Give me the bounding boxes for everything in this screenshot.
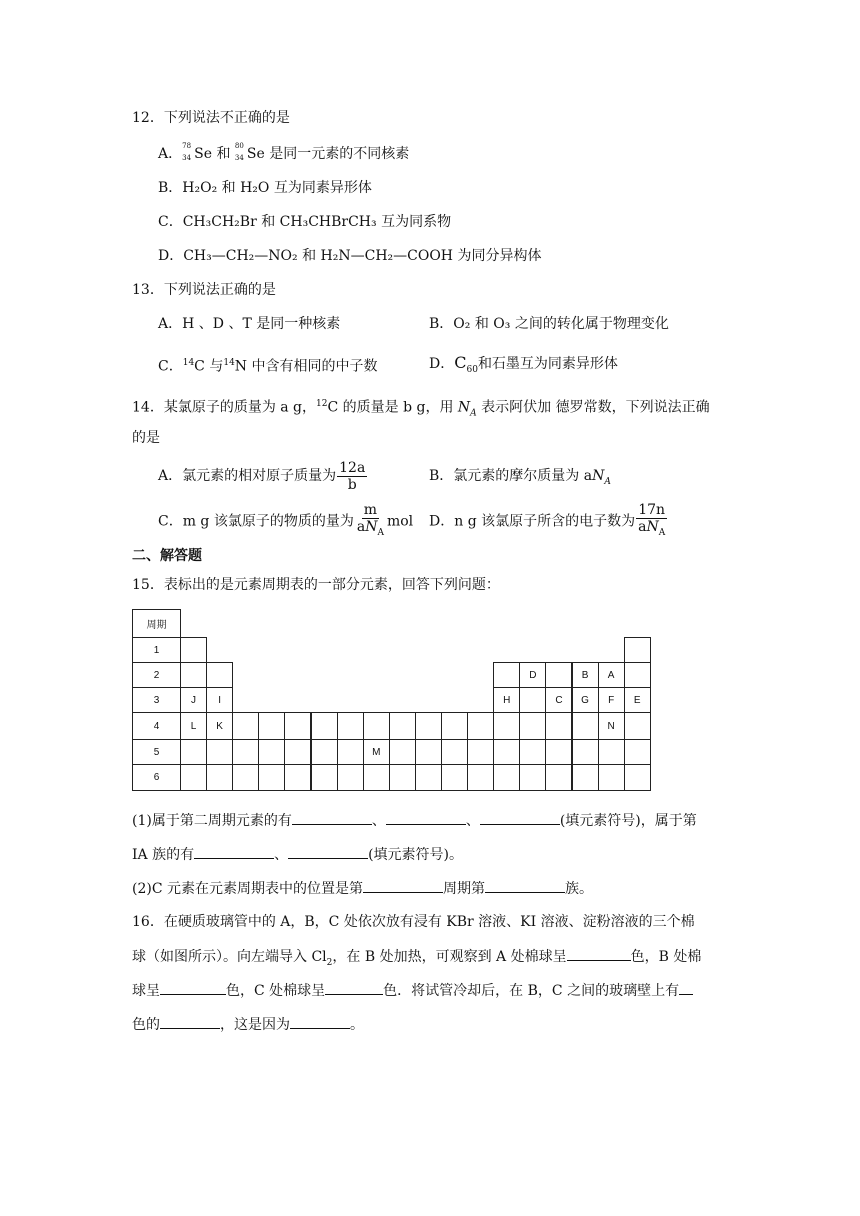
periodic-table — [132, 609, 652, 791]
avogadro-symbol: N — [365, 519, 378, 535]
table-cell — [206, 662, 233, 688]
table-cell — [389, 739, 416, 765]
table-cell — [493, 739, 520, 765]
table-cell — [624, 764, 651, 791]
table-cell — [545, 739, 572, 765]
subscript: A — [377, 527, 384, 538]
subscript: 2 — [326, 957, 333, 968]
period-label: 6 — [132, 764, 181, 791]
part-text: (填元素符号)。 — [368, 847, 464, 863]
element-cell-B: B — [572, 662, 599, 688]
stem-text: 色，B 处棉 — [630, 949, 702, 965]
table-cell — [337, 739, 364, 765]
element-symbol: Se — [246, 146, 265, 162]
element-symbol: Se — [194, 146, 213, 162]
period-label: 1 — [132, 637, 181, 663]
fraction — [337, 460, 367, 493]
answer-blank[interactable] — [292, 810, 372, 825]
option-text: 是同一元素的不同核素 — [269, 146, 410, 162]
q12-option-d: D．CH₃—CH₂—NO₂ 和 H₂N—CH₂—COOH 为同分异构体 — [158, 248, 542, 264]
element-cell-D: D — [519, 662, 546, 688]
table-cell — [598, 739, 625, 765]
table-cell — [441, 764, 468, 791]
part-text: (填元素符号)，属于第 — [559, 813, 697, 829]
table-cell — [624, 662, 651, 688]
element-cell-E: E — [624, 687, 651, 713]
table-cell — [519, 712, 546, 740]
table-cell — [180, 739, 207, 765]
q12-stem: 12．下列说法不正确的是 — [132, 110, 290, 126]
table-cell — [363, 712, 390, 740]
stem-text: 色的 — [132, 1017, 160, 1033]
table-cell — [624, 637, 651, 663]
table-cell — [545, 764, 572, 791]
answer-blank[interactable] — [160, 1014, 220, 1029]
mass-number: 80 — [234, 142, 244, 150]
subscript: A — [658, 527, 666, 538]
q12-option-b: B．H₂O₂ 和 H₂O 互为同素异形体 — [158, 180, 372, 196]
option-text: N 中含有相同的中子数 — [234, 358, 378, 375]
atomic-number: 34 — [182, 154, 192, 162]
answer-blank[interactable] — [288, 844, 368, 859]
period-label: 4 — [132, 712, 181, 740]
q14-option-b — [429, 466, 611, 492]
table-cell — [180, 662, 207, 688]
isotope-se78 — [182, 142, 194, 163]
unit: mol — [386, 513, 414, 530]
separator: 、 — [274, 847, 289, 863]
table-cell — [519, 739, 546, 765]
answer-blank[interactable] — [567, 946, 631, 961]
option-prefix: C． — [158, 358, 183, 375]
stem-text: C 的质量是 b g，用 — [327, 399, 458, 416]
table-cell — [311, 712, 338, 740]
table-cell — [519, 687, 546, 713]
table-header: 周期 — [132, 609, 181, 638]
answer-blank[interactable] — [679, 980, 693, 995]
q14-option-a — [158, 458, 368, 494]
part-text: (1)属于第二周期元素的有 — [132, 813, 292, 829]
denominator: b — [347, 476, 357, 493]
isotope-se80 — [234, 142, 247, 163]
table-cell — [493, 764, 520, 791]
table-cell — [337, 712, 364, 740]
table-cell — [493, 662, 520, 688]
table-cell — [180, 764, 207, 791]
numerator: 17n — [638, 502, 666, 518]
q14-stem-line1 — [132, 394, 710, 423]
table-cell — [337, 764, 364, 791]
element-cell-N: N — [598, 712, 625, 740]
mass-number: 12 — [316, 399, 328, 409]
table-cell — [258, 739, 285, 765]
element-cell-F: F — [598, 687, 625, 713]
table-cell — [232, 712, 259, 740]
table-cell — [258, 764, 285, 791]
q14-option-d — [429, 502, 668, 541]
stem-text: 色．将试管冷却后，在 B，C 之间的玻璃壁上有 — [383, 983, 680, 999]
stem-text: 。 — [350, 1017, 364, 1033]
table-cell — [572, 764, 599, 791]
table-cell — [232, 739, 259, 765]
part-text: 族。 — [565, 881, 593, 897]
atomic-number: 34 — [234, 154, 244, 162]
element-cell-A: A — [598, 662, 625, 688]
denominator-coef: a — [356, 519, 366, 535]
numerator: 12a — [339, 459, 366, 476]
mass-number: 14 — [223, 358, 235, 368]
numerator: m — [363, 502, 378, 518]
q15-part2 — [132, 878, 593, 899]
answer-blank[interactable] — [386, 810, 466, 825]
table-cell — [598, 764, 625, 791]
table-cell — [284, 712, 311, 740]
table-cell — [441, 739, 468, 765]
connector-text: 和 — [216, 146, 231, 162]
q13-option-c — [158, 353, 378, 377]
avogadro-symbol: N — [592, 468, 605, 484]
mass-number: 14 — [182, 358, 195, 368]
table-cell — [467, 739, 494, 765]
q15-stem: 15．表标出的是元素周期表的一部分元素，回答下列问题： — [132, 577, 500, 593]
table-cell — [467, 764, 494, 791]
table-cell — [284, 764, 311, 791]
element-cell-K: K — [206, 712, 233, 740]
separator: 、 — [465, 813, 480, 829]
option-text: C．m g 该氯原子的物质的量为 — [158, 513, 354, 530]
period-label: 3 — [132, 687, 181, 713]
part-text: (2)C 元素在元素周期表中的位置是第 — [132, 881, 363, 897]
q15-part1-line1 — [132, 810, 697, 831]
table-cell — [519, 764, 546, 791]
fraction — [636, 502, 667, 541]
answer-blank[interactable] — [363, 878, 443, 893]
q16-line1: 16．在硬质玻璃管中的 A，B，C 处依次放有浸有 KBr 溶液、KI 溶液、淀粉溶液的三个棉 — [132, 914, 695, 930]
stem-text: 球（如图所示）。向左端导入 Cl — [132, 949, 327, 965]
table-cell — [311, 739, 338, 765]
q16-line2 — [132, 946, 701, 973]
table-cell — [415, 739, 442, 765]
table-cell — [545, 662, 572, 688]
period-label: 5 — [132, 739, 181, 765]
stem-text: 色，C 处棉球呈 — [226, 983, 326, 999]
table-cell — [572, 712, 599, 740]
q12-option-a — [158, 144, 409, 164]
q13-stem: 13．下列说法正确的是 — [132, 282, 276, 298]
element-cell-G: G — [572, 687, 599, 713]
separator: 、 — [371, 813, 386, 829]
option-text: B．氯元素的摩尔质量为 a — [429, 468, 593, 484]
option-prefix: A． — [158, 146, 183, 162]
q12-option-c: C．CH₃CH₂Br 和 CH₃CHBrCH₃ 互为同系物 — [158, 214, 452, 230]
fraction — [355, 502, 386, 541]
option-text: A．氯元素的相对原子质量为 — [158, 468, 337, 484]
table-cell — [624, 739, 651, 765]
table-cell — [415, 764, 442, 791]
table-cell — [441, 712, 468, 740]
answer-blank[interactable] — [160, 980, 226, 995]
part-text: 周期第 — [443, 881, 485, 897]
answer-blank[interactable] — [290, 1014, 350, 1029]
option-prefix: D． — [429, 356, 455, 372]
table-cell — [311, 764, 338, 791]
q16-line3 — [132, 980, 693, 1001]
q16-line4 — [132, 1014, 364, 1035]
q13-option-a: A．H 、D 、T 是同一种核素 — [158, 316, 341, 332]
table-cell — [545, 712, 572, 740]
q14-stem-line2: 的是 — [132, 430, 160, 446]
subscript: A — [604, 476, 611, 487]
avogadro-symbol: N — [457, 399, 471, 416]
answer-blank[interactable] — [485, 878, 565, 893]
stem-text: 表示阿伏加 德罗常数，下列说法正确 — [476, 399, 710, 416]
option-text: C 与 — [194, 358, 224, 375]
stem-text: ，在 B 处加热，可观察到 A 处棉球呈 — [332, 949, 567, 965]
table-cell — [415, 712, 442, 740]
stem-text: ，这是因为 — [220, 1017, 290, 1033]
subscript: A — [470, 408, 477, 419]
stem-text: 14．某氯原子的质量为 a g， — [132, 399, 317, 416]
table-cell — [206, 739, 233, 765]
table-cell — [572, 739, 599, 765]
element-cell-M: M — [363, 739, 390, 765]
denominator — [636, 519, 667, 541]
table-cell — [389, 764, 416, 791]
subscript: 60 — [466, 364, 478, 375]
element-cell-C: C — [545, 687, 572, 713]
element-symbol: C — [454, 353, 467, 372]
answer-blank[interactable] — [325, 980, 383, 995]
period-label: 2 — [132, 662, 181, 688]
element-cell-I: I — [206, 687, 233, 713]
element-cell-J: J — [180, 687, 207, 713]
table-cell — [258, 712, 285, 740]
table-cell — [363, 764, 390, 791]
table-cell — [206, 764, 233, 791]
answer-blank[interactable] — [194, 844, 274, 859]
table-cell — [389, 712, 416, 740]
table-cell — [493, 712, 520, 740]
avogadro-symbol: N — [646, 519, 659, 535]
table-cell — [180, 637, 207, 663]
stem-text: 球呈 — [132, 983, 160, 999]
q13-option-b: B．O₂ 和 O₃ 之间的转化属于物理变化 — [429, 316, 669, 332]
table-cell — [467, 712, 494, 740]
option-text: 和石墨互为同素异形体 — [477, 356, 618, 372]
option-text: D．n g 该氯原子所含的电子数为 — [429, 513, 636, 530]
table-cell — [232, 764, 259, 791]
answer-blank[interactable] — [480, 810, 560, 825]
section-heading: 二、解答题 — [132, 548, 202, 564]
denominator-coef: a — [638, 519, 647, 535]
q15-part1-line2 — [132, 844, 463, 865]
element-cell-H: H — [493, 687, 520, 713]
table-cell — [284, 739, 311, 765]
table-cell — [624, 712, 651, 740]
mass-number: 78 — [182, 142, 192, 150]
element-cell-L: L — [180, 712, 207, 740]
part-text: ⅠA 族的有 — [132, 847, 195, 863]
denominator — [355, 519, 386, 541]
q13-option-d — [429, 353, 618, 380]
q14-option-c — [158, 502, 413, 541]
